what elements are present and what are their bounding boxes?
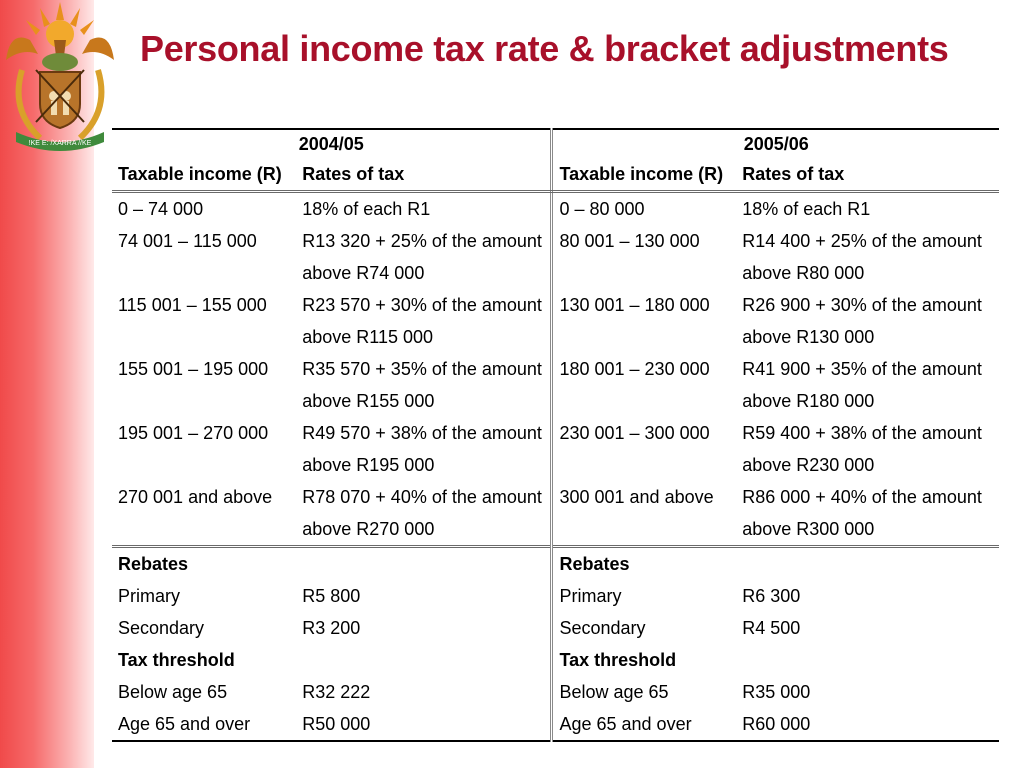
table-cell: above R270 000	[296, 513, 552, 547]
table-cell: R78 070 + 40% of the amount	[296, 481, 552, 513]
table-cell: above R180 000	[742, 390, 875, 411]
empty-cell	[296, 547, 552, 581]
table-cell: above R130 000	[742, 326, 875, 347]
year-2005-06: 2005/06	[552, 129, 999, 158]
table-cell: above R230 000	[742, 454, 875, 475]
table-cell	[552, 385, 736, 417]
table-cell: 74 001 – 115 000	[118, 230, 257, 251]
column-header: Rates of tax	[736, 158, 999, 192]
rebates-heading: Rebates	[552, 547, 736, 581]
table-cell: R49 570 + 38% of the amount	[296, 417, 552, 449]
table-row	[112, 708, 999, 741]
table-cell: 195 001 – 270 000	[118, 422, 269, 443]
table-cell	[112, 385, 296, 417]
coat-of-arms-icon	[0, 0, 120, 160]
table-row	[112, 417, 999, 449]
table-cell: 180 001 – 230 000	[559, 358, 710, 379]
table-cell	[112, 257, 296, 289]
table-row	[112, 481, 999, 513]
table-cell: R13 320 + 25% of the amount	[296, 225, 552, 257]
table-cell: Age 65 and over	[112, 708, 296, 741]
table-cell: R6 300	[742, 585, 801, 606]
empty-cell	[736, 547, 999, 581]
column-header-row	[112, 158, 999, 192]
page-title: Personal income tax rate & bracket adjustments	[140, 28, 949, 69]
table-cell: R3 200	[296, 612, 552, 644]
table-cell: Secondary	[559, 617, 646, 638]
table-cell: 18% of each R1	[296, 192, 552, 226]
threshold-heading-row	[112, 644, 999, 676]
tax-table	[112, 128, 999, 742]
table-cell	[552, 257, 736, 289]
table-cell: R59 400 + 38% of the amount	[742, 422, 982, 443]
table-cell: R41 900 + 35% of the amount	[742, 358, 982, 379]
year-2004-05: 2004/05	[112, 129, 552, 158]
rebates-heading: Rebates	[112, 547, 296, 581]
table-cell	[112, 449, 296, 481]
table-cell: Secondary	[118, 617, 205, 638]
table-cell: 270 001 and above	[118, 486, 273, 507]
empty-cell	[296, 644, 552, 676]
table-cell	[112, 513, 296, 547]
table-cell	[552, 513, 736, 547]
table-cell: 230 001 – 300 000	[559, 422, 710, 443]
table-cell: R50 000	[296, 708, 552, 741]
table-cell	[552, 449, 736, 481]
table-row	[112, 612, 999, 644]
table-cell: above R195 000	[296, 449, 552, 481]
table-cell: R60 000	[736, 708, 999, 741]
table-cell: Primary	[559, 585, 622, 606]
emblem-motto: !KE E: /XARRA //KE	[28, 140, 92, 147]
column-header: Taxable income (R)	[552, 158, 736, 192]
table-cell: 155 001 – 195 000	[118, 358, 269, 379]
table-cell: R14 400 + 25% of the amount	[742, 230, 982, 251]
table-row	[112, 225, 999, 257]
table-row	[112, 257, 999, 289]
table-row	[112, 192, 999, 226]
table-cell: R23 570 + 30% of the amount	[296, 289, 552, 321]
table-cell: 300 001 and above	[559, 486, 714, 507]
column-header: Rates of tax	[296, 158, 552, 192]
table-cell: R35 570 + 35% of the amount	[296, 353, 552, 385]
table-cell: above R300 000	[742, 518, 875, 539]
year-header-row	[112, 129, 999, 158]
table-cell: 115 001 – 155 000	[118, 294, 267, 315]
table-row	[112, 580, 999, 612]
table-cell: R35 000	[742, 681, 811, 702]
table-row	[112, 289, 999, 321]
table-cell: above R155 000	[296, 385, 552, 417]
table-row	[112, 513, 999, 547]
table-cell: 130 001 – 180 000	[559, 294, 710, 315]
table-cell: R4 500	[742, 617, 801, 638]
column-header: Taxable income (R)	[112, 158, 296, 192]
table-row	[112, 353, 999, 385]
table-row	[112, 385, 999, 417]
table-cell: R26 900 + 30% of the amount	[742, 294, 982, 315]
table-cell: Age 65 and over	[552, 708, 736, 741]
table-cell: R86 000 + 40% of the amount	[742, 486, 982, 507]
table-cell: 80 001 – 130 000	[559, 230, 700, 251]
table-cell: Primary	[118, 585, 180, 606]
table-cell: above R115 000	[296, 321, 552, 353]
table-cell: R32 222	[296, 676, 552, 708]
table-cell: Below age 65	[559, 681, 669, 702]
table-cell: R5 800	[296, 580, 552, 612]
table-cell: 0 – 80 000	[559, 198, 645, 219]
empty-cell	[736, 644, 999, 676]
table-cell: Below age 65	[118, 681, 228, 702]
table-row	[112, 676, 999, 708]
threshold-heading: Tax threshold	[559, 649, 677, 670]
table-row	[112, 321, 999, 353]
threshold-heading: Tax threshold	[118, 649, 235, 670]
table-cell: 18% of each R1	[742, 198, 871, 219]
table-cell: above R80 000	[742, 262, 865, 283]
table-cell	[112, 321, 296, 353]
table-cell	[552, 321, 736, 353]
table-cell: above R74 000	[296, 257, 552, 289]
rebates-heading-row	[112, 547, 999, 581]
table-cell: 0 – 74 000	[118, 198, 204, 219]
table-row	[112, 449, 999, 481]
